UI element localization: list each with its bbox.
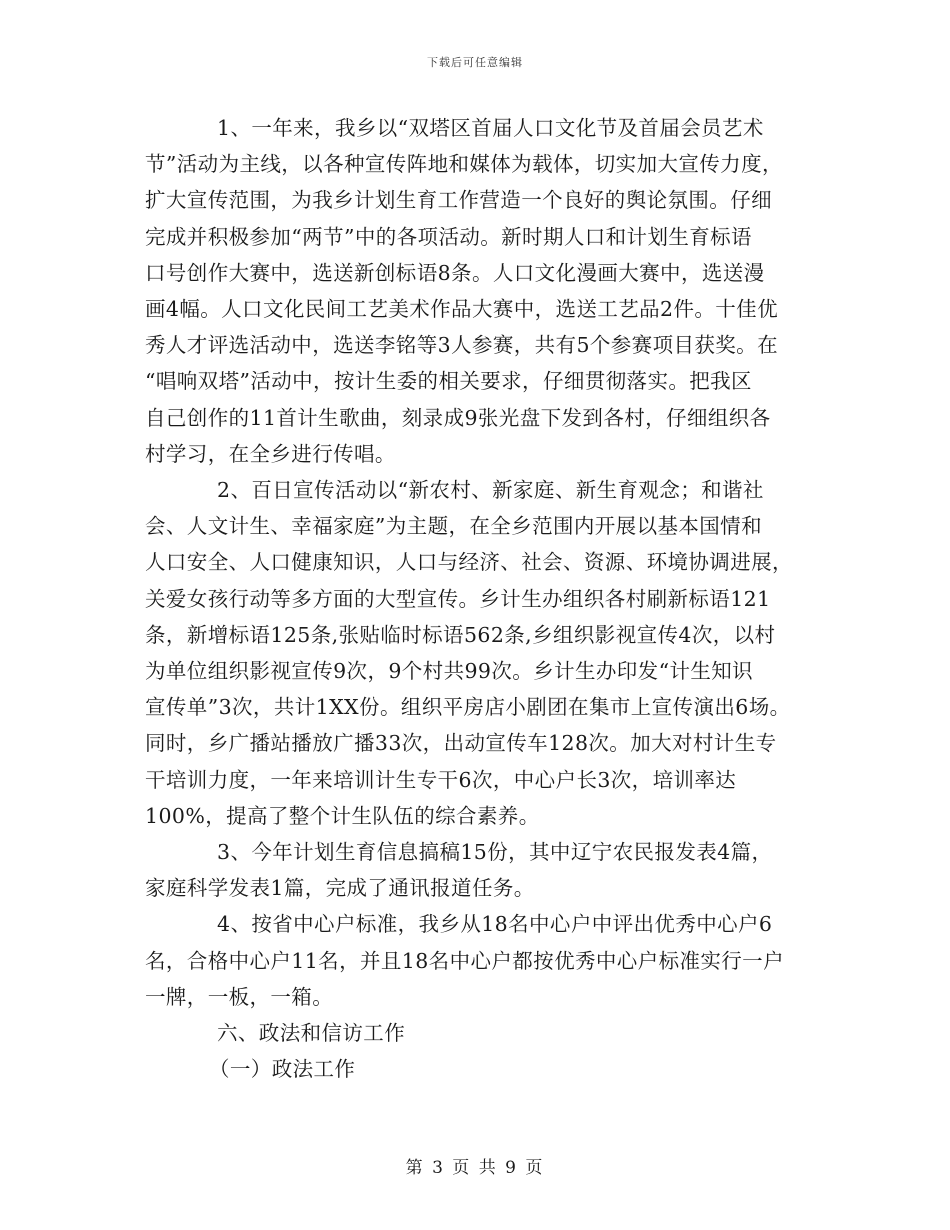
- page-number-footer: 第 3 页 共 9 页: [405, 1158, 545, 1178]
- text-line: 条，新增标语125条,张贴临时标语562条,乡组织影视宣传4次，以村: [145, 622, 776, 647]
- page-header-note: 下载后可任意编辑: [427, 56, 523, 69]
- text-line: 宣传单”3次，共计1XX份。组织平房店小剧团在集市上宣传演出6场。: [145, 695, 791, 720]
- text-line: 1、一年来，我乡以“双塔区首届人口文化节及首届会员艺术: [217, 116, 764, 140]
- text-line: 会、人文计生、幸福家庭”为主题，在全乡范围内开展以基本国情和: [145, 514, 762, 539]
- text-line: 4、按省中心户标准，我乡从18名中心户中评出优秀中心户6: [217, 912, 773, 937]
- text-line: 自己创作的11首计生歌曲，刻录成9张光盘下发到各村，仔细组织各: [145, 405, 771, 430]
- text-line: 村学习，在全乡进行传唱。: [145, 441, 396, 466]
- text-line: 为单位组织影视宣传9次，9个村共99次。乡计生办印发“计生知识: [145, 659, 754, 684]
- section-heading: 六、政法和信访工作: [217, 1021, 406, 1046]
- paragraph-4: [145, 906, 805, 1015]
- document-body: [145, 110, 805, 1087]
- paragraph-3: [145, 834, 805, 906]
- text-line: 人口安全、人口健康知识，人口与经济、社会、资源、环境协调进展，: [145, 550, 793, 575]
- text-line: 关爱女孩行动等多方面的大型宣传。乡计生办组织各村刷新标语121: [145, 586, 771, 611]
- text-line: 画4幅。人口文化民间工艺美术作品大赛中，选送工艺品2件。十佳优: [145, 297, 778, 322]
- text-line: 干培训力度，一年来培训计生专干6次，中心户长3次，培训率达: [145, 767, 737, 792]
- text-line: “唱响双塔”活动中，按计生委的相关要求，仔细贯彻落实。把我区: [145, 369, 752, 394]
- text-line: 同时，乡广播站播放广播33次，出动宣传车128次。加大对村计生专: [145, 731, 777, 756]
- text-line: 名，合格中心户11名，并且18名中心户都按优秀中心户标准实行一户: [145, 948, 784, 973]
- subsection-heading: （一）政法工作: [209, 1057, 356, 1082]
- text-line: 扩大宣传范围，为我乡计划生育工作营造一个良好的舆论氛围。仔细: [145, 188, 772, 213]
- paragraph-1: [145, 110, 805, 472]
- text-line: 100%，提高了整个计生队伍的综合素养。: [145, 803, 540, 828]
- text-line: 节”活动为主线，以各种宣传阵地和媒体为载体，切实加大宣传力度，: [145, 152, 783, 177]
- text-line: 2、百日宣传活动以“新农村、新家庭、新生育观念；和谐社: [217, 478, 764, 503]
- text-line: 完成并积极参加“两节”中的各项活动。新时期人口和计划生育标语: [145, 224, 752, 249]
- text-line: 口号创作大赛中，选送新创标语8条。人口文化漫画大赛中，选送漫: [145, 260, 765, 285]
- text-line: 一牌，一板，一箱。: [145, 984, 334, 1009]
- text-line: 3、今年计划生育信息搞稿15份，其中辽宁农民报发表4篇，: [217, 840, 773, 865]
- paragraph-2: [145, 472, 805, 834]
- text-line: 家庭科学发表1篇，完成了通讯报道任务。: [145, 876, 535, 901]
- text-line: 秀人才评选活动中，选送李铭等3人参赛，共有5个参赛项目获奖。在: [145, 333, 778, 358]
